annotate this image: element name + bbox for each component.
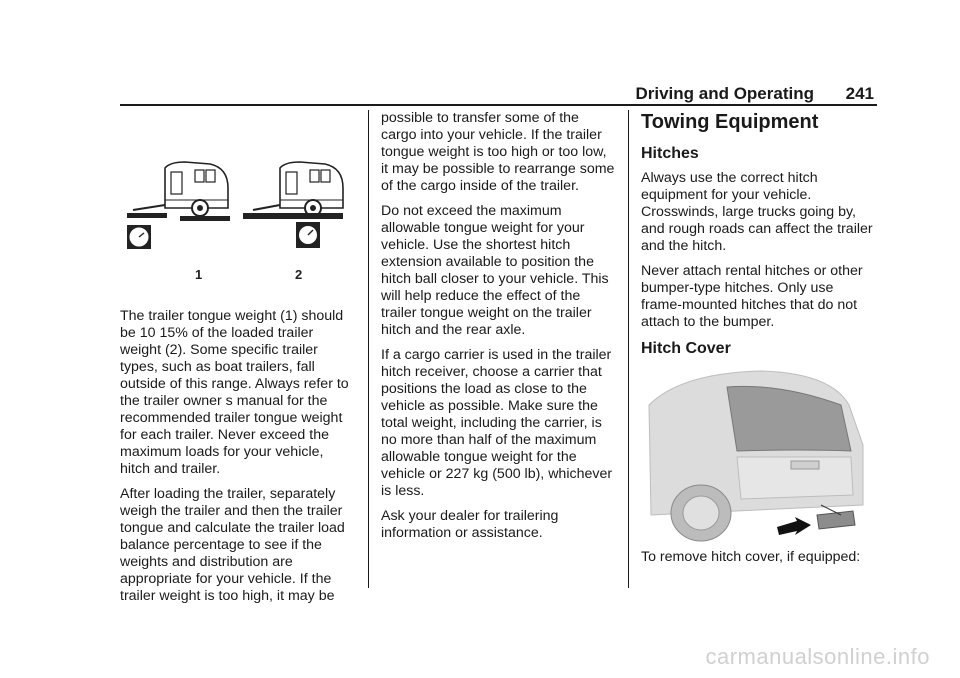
column-divider [628,110,629,588]
column-2 [381,110,617,550]
trailer-scale-figure [125,150,357,290]
watermark: carmanualsonline.info [705,644,930,669]
paragraph: The trailer tongue weight (1) should be 10 15% of the loaded trailer weight (2). Some specific trailer types, such as boat trailers, fall outside of this range. Always refer to the trailer owner s manual for the recommended trailer tongue weight for each trailer. Never exceed the maximum loads for your vehicle, hitch and trailer. [120,308,349,477]
trailer-left-illustration [127,162,230,249]
header-rule [120,104,877,106]
paragraph: After loading the trailer, separately weigh the trailer and then the trailer tongue and calculate the trailer load balance percentage to see if the weights and distribution are appropriate for your vehicle. If the trailer weight is too high, it may be [120,486,345,604]
column-1 [120,308,352,613]
figure-label-2: 2 [295,267,303,282]
paragraph: Ask your dealer for trailering information or assistance. [381,508,559,541]
paragraph: Never attach rental hitches or other bumper-type hitches. Only use frame-mounted hitches that do not attach to the bumper. [641,263,863,330]
hitch-cover-figure [641,365,867,543]
trailer-right-illustration [243,162,343,248]
paragraph: If a cargo carrier is used in the trailer hitch receiver, choose a carrier that positions the load as close to the vehicle as possible. Make sure the total weight, including the carrier, is no more than half of the maximum allowable tongue weight for the vehicle or 227 kg (500 lb), whichever is less. [381,347,613,499]
paragraph: Do not exceed the maximum allowable tongue weight for your vehicle. Use the shortest hitch extension available to position the hitch ball closer to your vehicle. This will help reduce the effect of the trailer tongue weight on the trailer hitch and the rear axle. [381,203,609,338]
paragraph: possible to transfer some of the cargo into your vehicle. If the trailer tongue weight is too high or too low, it may be possible to rearrange some of the cargo inside of the trailer. [381,110,615,194]
subsection-heading: Hitches [641,145,699,162]
subsection-heading: Hitch Cover [641,340,731,357]
section-heading: Towing Equipment [641,111,819,133]
column-divider [368,110,369,588]
column-3 [641,110,877,574]
header-section-title: Driving and Operating [635,84,814,103]
paragraph: To remove hitch cover, if equipped: [641,549,861,565]
header-page-number: 241 [845,84,874,103]
paragraph: Always use the correct hitch equipment for your vehicle. Crosswinds, large trucks going by, and rough roads can affect the trailer and the hitch. [641,170,873,254]
figure-label-1: 1 [195,267,203,282]
